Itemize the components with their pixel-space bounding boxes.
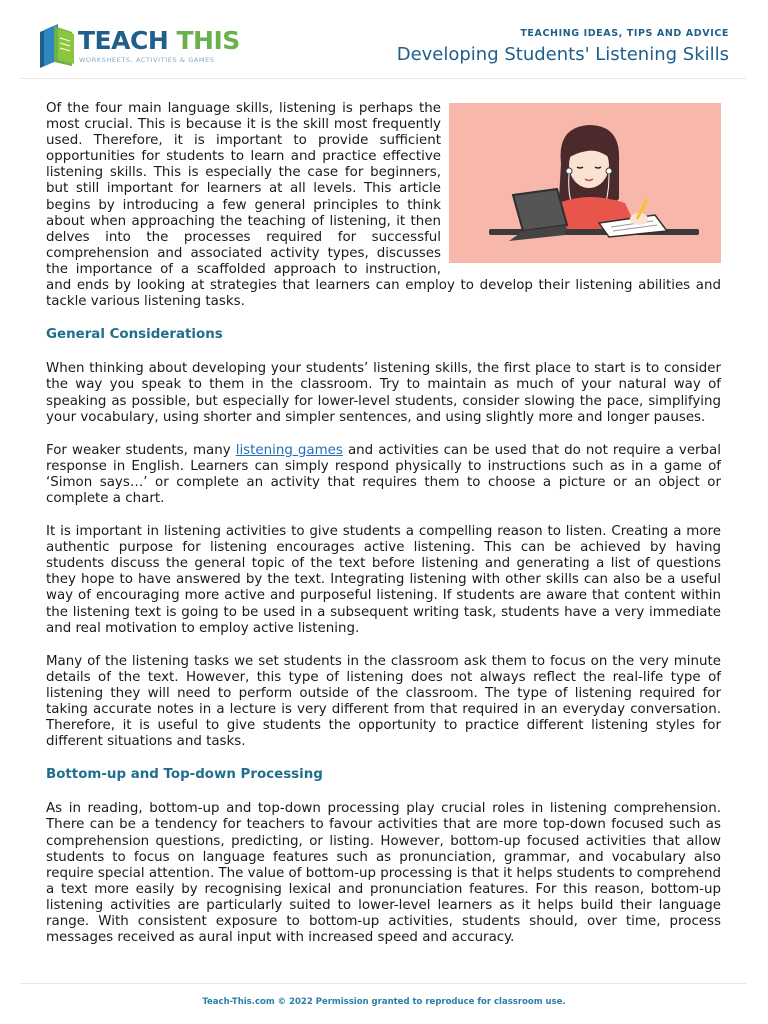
book-logo-icon (36, 24, 76, 68)
listening-games-link[interactable]: listening games (235, 442, 343, 458)
general-considerations-paragraph-3: It is important in listening activities to give students a compelling reason to listen. Creating a more authentic purpose for listening encourages active listening. This can be achieved by having students discuss the general topic of the text before listening and generating a list of questions they hope to have answered by the text. Integrating listening with other skills can also be a useful way of encouraging more active and purposeful listening. If students are aware that content within the listening text is going to be used in a subsequent writing task, students have a very immediate and real motivation to employ active listening. (46, 524, 721, 636)
paragraph-text: and activities can be used that do not require a verbal response in English. Learners can simply respond physically to instructions such as in a game of ‘Simon says…’ or complete an activity that requires them to choose a picture or an object or complete a chart. (46, 442, 721, 506)
bottom-up-top-down-paragraph-1: As in reading, bottom-up and top-down processing play crucial roles in listening comprehension. There can be a tendency for teachers to favour activities that are more top-down focused such as comprehension questions, predicting, or listing. However, bottom-up focused activities that allow students to focus on language features such as pronunciation, grammar, and vocabulary also require special attention. The value of bottom-up processing is that it helps students to comprehend a text more easily by recognising lexical and pronunciation features. For this reason, bottom-up listening activities are particularly suited to lower-level learners as it helps build their language range. With consistent exposure to bottom-up activities, students should, over time, process messages received as aural input with increased speed and accuracy. (46, 801, 721, 946)
general-considerations-paragraph-2 (46, 443, 721, 507)
page-title: Developing Students' Listening Skills (396, 44, 729, 65)
general-considerations-paragraph-1: When thinking about developing your students’ listening skills, the first place to start is to consider the way you speak to them in the classroom. Try to maintain as much of your natural way of speaking as possible, but especially for lower-level students, consider slowing the pace, simplifying your vocabulary, using shorter and simpler sentences, and using slightly more and longer pauses. (46, 361, 721, 425)
logo-this: THIS (176, 26, 240, 55)
paragraph-text: For weaker students, many (46, 442, 236, 458)
teach-this-logo[interactable] (36, 24, 240, 70)
page-header (0, 0, 768, 80)
logo-teach: TEACH (78, 26, 169, 55)
section-heading-bottom-up-top-down: Bottom-up and Top-down Processing (46, 767, 323, 783)
girl-studying-with-tablet-illustration (449, 103, 721, 263)
section-heading-general-considerations: General Considerations (46, 327, 223, 343)
intro-paragraph: Of the four main language skills, listening is perhaps the most crucial. This is because it is the skill most frequently used. Therefore, it is important to provide sufficient opportunities for students to learn and practice effective listening skills. This is especially the case for beginners, but still important for learners at all levels. This article begins by introducing a few general principles to think about when approaching the teaching of listening, it then delves into the processes required for successful comprehension and associated activity types, discusses the importance of a scaffolded approach to instruction, and ends by looking at strategies that learners can employ to develop their listening abilities and tackle various listening tasks. (46, 101, 721, 310)
logo-tagline: WORKSHEETS, ACTIVITIES & GAMES (79, 56, 215, 64)
general-considerations-paragraph-4: Many of the listening tasks we set students in the classroom ask them to focus on the very minute details of the text. However, this type of listening does not always reflect the real-life type of listening they will need to perform outside of the classroom. The type of listening required for taking accurate notes in a lecture is very different from that required in an everyday conversation. Therefore, it is useful to give students the opportunity to practice different listening styles for different situations and tasks. (46, 653, 721, 750)
header-divider (20, 78, 746, 79)
page-footer: Teach-This.com © 2022 Permission granted to reproduce for classroom use. (202, 997, 566, 1007)
header-kicker: TEACHING IDEAS, TIPS AND ADVICE (520, 28, 729, 39)
logo-wordmark (78, 26, 240, 55)
footer-divider (20, 983, 746, 984)
article-body (46, 101, 721, 963)
